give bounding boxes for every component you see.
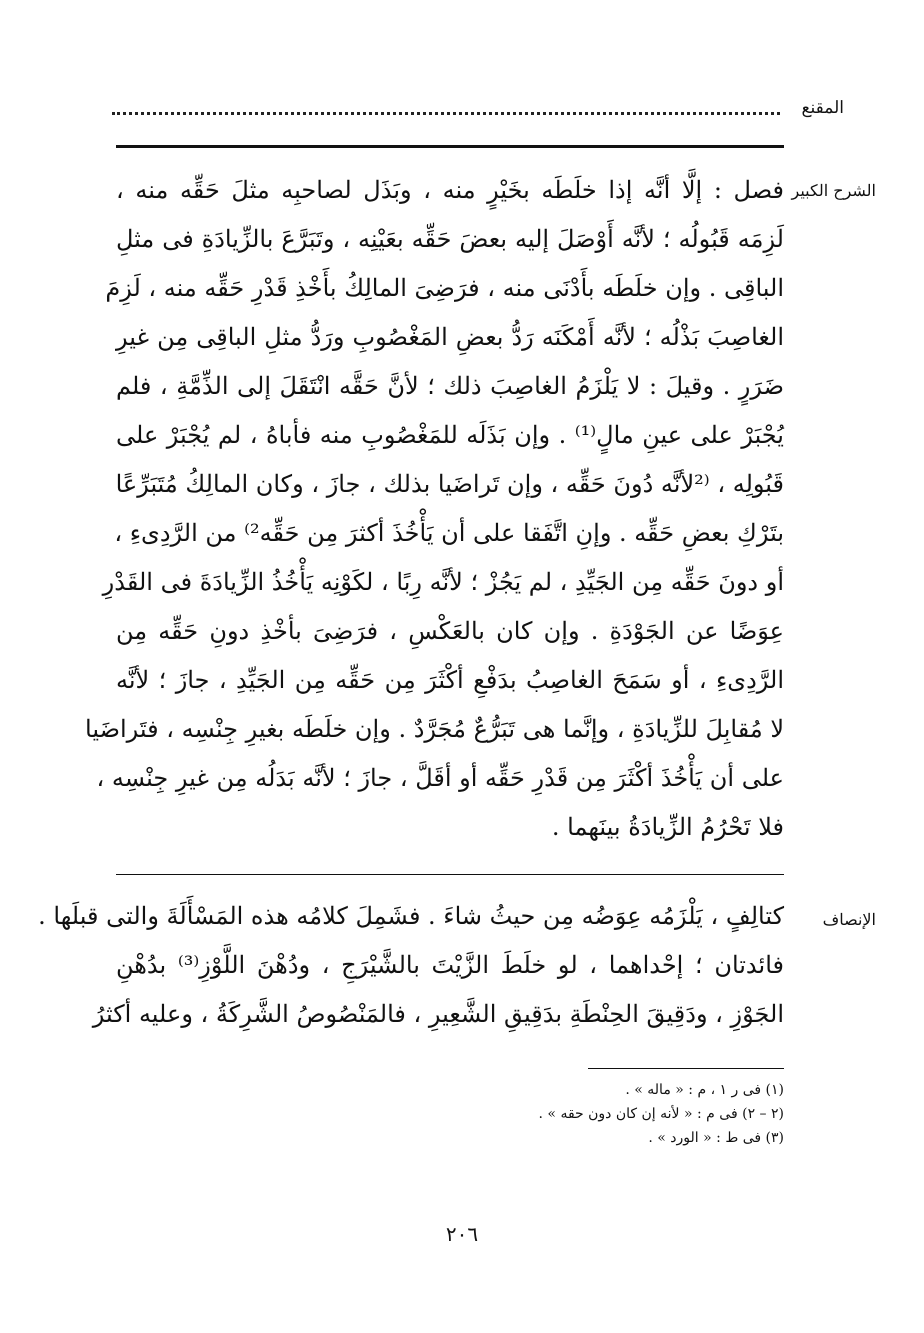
text-line: الرَّدِىءِ ، أو سَمَحَ الغاصِبُ بدَفْعِ أكْثَرَ مِن حَقِّه مِن الجَيِّدِ ، جازَ ؛ لأنَّه: [116, 666, 784, 694]
running-header: [112, 92, 844, 132]
footnote: (٢ – ٢) فى م : « لأنه إن كان دون حقه » .: [538, 1106, 784, 1122]
text-line: الغاصِبَ بَذْلُه ؛ لأنَّه أَمْكَنَه رَدُّ بعضِ المَغْصُوبِ ورَدُّ مثلِ الباقِى مِن غيرِ: [116, 323, 784, 351]
text-line: فصل : إلَّا أنَّه إذا خلَطَه بخَيْرٍ منه ، وبَذَل لصاحبِه مثلَ حَقِّه منه ،: [116, 176, 784, 204]
text-line: عِوَضًا عن الجَوْدَةِ . وإن كان بالعَكْسِ ، فرَضِىَ بأخْذِ دونِ حَقِّه مِن: [116, 617, 784, 645]
text-line: لا مُقابِلَ للزِّيادَةِ ، وإنَّما هى تَبَرُّعٌ مُجَرَّدٌ . وإن خلَطَه بغيرِ جِنْسِه ، فتَراضَيا: [85, 715, 784, 743]
text-line: لَزِمَه قَبُولُه ؛ لأنَّه أَوْصَلَ إليه بعضَ حَقِّه بعَيْنِه ، وتَبَرَّعَ بالزِّيادَةِ فى مثلِ: [116, 225, 784, 253]
text-line: ضَرَرٍ . وقيلَ : لا يَلْزَمُ الغاصِبَ ذلك ؛ لأنَّ حَقَّه انْتَقَلَ إلى الذِّمَّةِ ، فلم: [116, 372, 784, 400]
page-number: ٢٠٦: [445, 1222, 479, 1246]
text-line: قَبُولِه ، ⁽²لأنَّه دُونَ حَقِّه ، وإن تَراضَيا بذلك ، جازَ ، وكان المالِكُ مُتَبَرِّعًا: [115, 470, 784, 498]
text-line: فائدتان ؛ إحْداهما ، لو خلَطَ الزَّيْتَ بالشَّيْرَجِ ، ودُهْنَ اللَّوْزِ⁽³⁾ بدُهْنِ: [116, 951, 784, 979]
text-line: الباقِى . وإن خلَطَه بأَدْنَى منه ، فرَضِىَ المالِكُ بأَخْذِ قَدْرِ حَقِّه منه ، لَزِمَ: [105, 274, 784, 302]
footnotes: [300, 1078, 784, 1150]
sharh-text-block: [85, 166, 784, 852]
text-line: كتالِفٍ ، يَلْزَمُه عِوَضُه مِن حيثُ شاءَ . فشَمِلَ كلامُه هذه المَسْأَلَةَ والتى قبلَها .: [38, 902, 784, 930]
footnote-rule: [588, 1068, 784, 1069]
header-dotted-leader: [112, 112, 780, 115]
text-line: فلا تَحْرُمُ الزِّيادَةُ بينَهما .: [551, 813, 784, 841]
insaf-text-block: [38, 892, 784, 1039]
header-book-title: المقنع: [801, 98, 844, 118]
text-line: أو دونَ حَقِّه مِن الجَيِّدِ ، لم يَجُزْ ؛ لأنَّه رِبًا ، لكَوْنِه يَأْخُذُ الزِّيادَةَ فى القَدْرِ: [102, 568, 784, 596]
text-line: يُجْبَرْ على عينِ مالٍ⁽¹⁾ . وإن بَذَلَه للمَغْصُوبِ منه فأباهُ ، لم يُجْبَرْ على: [116, 421, 784, 449]
text-line: بتَرْكِ بعضِ حَقِّه . وإنِ اتَّفَقا على أن يَأْخُذَ أكثرَ مِن حَقِّه²⁾ من الرَّدِىءِ ،: [114, 519, 784, 547]
footnote: (١) فى ر ١ ، م : « ماله » .: [625, 1082, 784, 1098]
text-line: على أن يَأْخُذَ أكْثَرَ مِن قَدْرِ حَقِّه أو أقَلَّ ، جازَ ؛ لأنَّه بَدَلُه مِن غيرِ جِنْسِه ،: [96, 764, 784, 792]
section-label-insaf: الإنصاف: [822, 910, 876, 929]
header-rule: [116, 145, 784, 148]
section-divider: [116, 874, 784, 875]
section-label-sharh: الشرح الكبير: [791, 181, 876, 200]
text-line: الجَوْزِ ، ودَقِيقَ الحِنْطَةِ بدَقِيقِ الشَّعِيرِ ، فالمَنْصُوصُ الشَّرِكَةُ ، وعليه أكثرُ: [92, 1000, 784, 1028]
footnote: (٣) فى ط : « الورد » .: [648, 1130, 784, 1146]
